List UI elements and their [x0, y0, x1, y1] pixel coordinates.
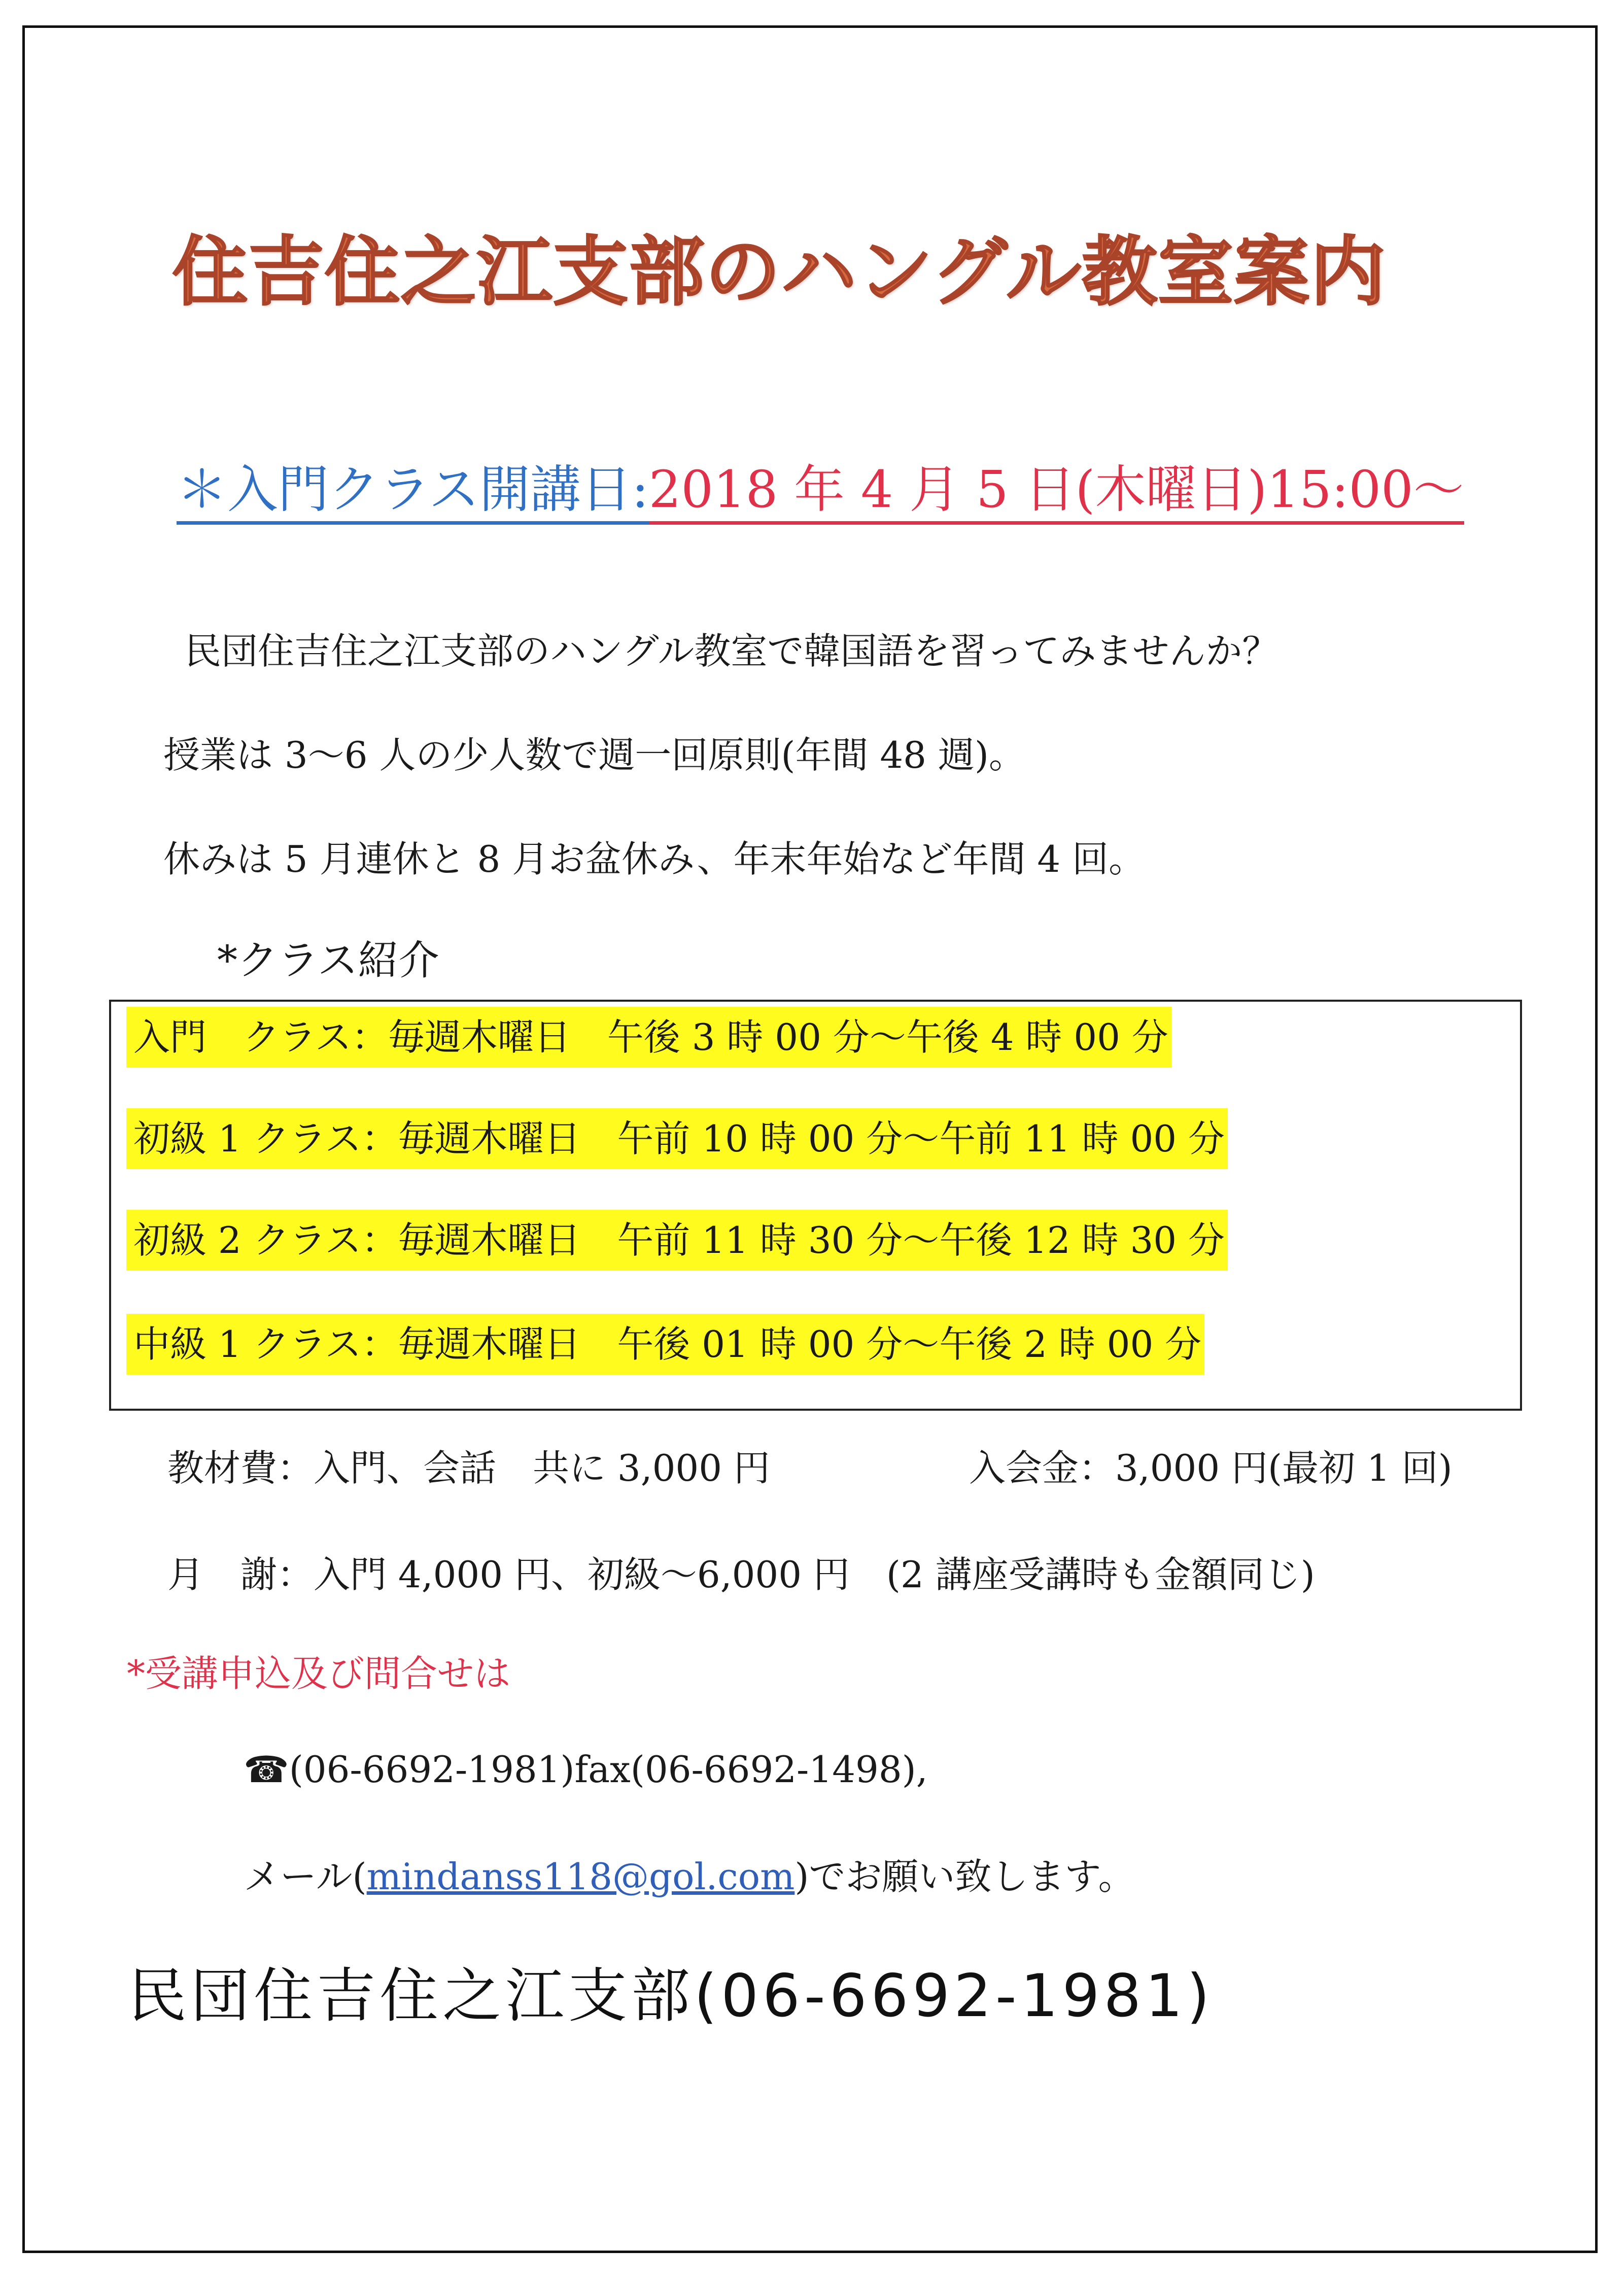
phone-fax-numbers: (06-6692-1981)fax(06-6692-1498),: [289, 1748, 928, 1791]
phone-line: [244, 1748, 928, 1791]
class-row-intermediate-1: 中級 1 クラス：毎週木曜日 午後 01 時 00 分～午後 2 時 00 分: [126, 1314, 1204, 1375]
opening-date-line: [177, 457, 1464, 523]
email-suffix: )でお願い致します。: [794, 1855, 1135, 1898]
class-size-paragraph: 授業は 3～6 人の少人数で週一回原則(年間 48 週)。: [163, 734, 1025, 776]
class-row-beginner: 入門 クラス：毎週木曜日 午後 3 時 00 分～午後 4 時 00 分: [126, 1007, 1171, 1068]
opening-label: ＊入門クラス開講日:: [177, 460, 649, 525]
class-schedule-box: [109, 1000, 1522, 1411]
contact-heading: *受講申込及び問合せは: [127, 1652, 511, 1695]
admission-fee: 入会金：3,000 円(最初 1 回): [969, 1447, 1453, 1489]
opening-date: 2018 年 4 月 5 日(木曜日)15:00～: [649, 460, 1464, 525]
holiday-paragraph: 休みは 5 月連休と 8 月お盆休み、年末年始など年間 4 回。: [163, 838, 1146, 880]
materials-fee: 教材費：入門、会話 共に 3,000 円: [167, 1447, 770, 1489]
email-line: [244, 1847, 1135, 1900]
class-row-elementary-2: 初級 2 クラス：毎週木曜日 午前 11 時 30 分～午後 12 時 30 分: [126, 1210, 1228, 1271]
phone-icon: ☎: [244, 1748, 289, 1791]
email-prefix: メール(: [244, 1855, 367, 1898]
email-link[interactable]: mindanss118@gol.com: [366, 1855, 795, 1898]
class-intro-heading: *クラス紹介: [217, 937, 439, 984]
footer-branch-contact: 民団住吉住之江支部(06-6692-1981): [128, 1962, 1214, 2030]
class-row-elementary-1: 初級 1 クラス：毎週木曜日 午前 10 時 00 分～午前 11 時 00 分: [126, 1108, 1228, 1169]
intro-paragraph: 民団住吉住之江支部のハングル教室で韓国語を習ってみませんか？: [185, 630, 1279, 672]
monthly-fee: 月 謝：入門 4,000 円、初級～6,000 円 (2 講座受講時も金額同じ): [167, 1553, 1315, 1596]
page-title: 住吉住之江支部のハングル教室案内: [172, 227, 1387, 316]
